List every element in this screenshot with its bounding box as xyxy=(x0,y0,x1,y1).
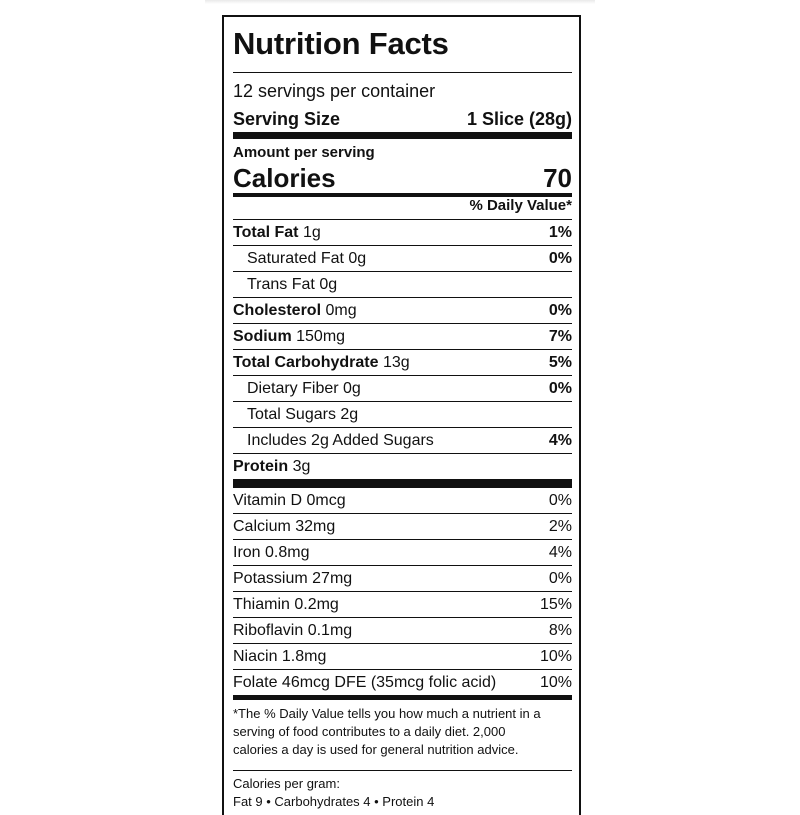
nutrient-name: Sodium xyxy=(233,328,292,345)
vitamin-name: Potassium 27mg xyxy=(233,570,353,587)
nutrient-name: Cholesterol xyxy=(233,302,322,319)
nutrient-name: Trans Fat 0g xyxy=(247,276,338,293)
nutrient-name: Saturated Fat 0g xyxy=(247,250,367,267)
servings-per-container: 12 servings per container xyxy=(233,81,436,101)
calories-label: Calories xyxy=(233,163,336,193)
vitamin-row xyxy=(233,566,572,592)
thick-divider xyxy=(233,479,572,488)
calories-value: 70 xyxy=(543,163,572,193)
vitamin-dv: 8% xyxy=(548,622,572,639)
footnote-line: *The % Daily Value tells you how much a nutrient in a xyxy=(233,706,541,721)
daily-value-footnote xyxy=(233,705,572,759)
vitamin-dv: 4% xyxy=(548,544,572,561)
nutrient-name: Dietary Fiber 0g xyxy=(247,380,361,397)
medium-divider xyxy=(233,695,572,700)
page-top-shadow xyxy=(205,0,595,4)
footnote-line: calories a day is used for general nutrition advice. xyxy=(233,742,519,757)
vitamin-row xyxy=(233,618,572,644)
nutrient-amount: 3g xyxy=(292,458,311,475)
nutrient-amount: 1g xyxy=(302,224,321,241)
nutrient-amount: 150mg xyxy=(296,328,346,345)
label-title: Nutrition Facts xyxy=(233,26,449,61)
footnote-line: serving of food contributes to a daily diet. 2,000 xyxy=(233,724,506,739)
nutrient-row-sodium xyxy=(233,324,572,350)
nutrient-dv: 0% xyxy=(548,250,572,267)
vitamin-row xyxy=(233,592,572,618)
vitamin-dv: 2% xyxy=(548,518,572,535)
nutrient-name: Protein xyxy=(233,458,289,475)
daily-value-header: % Daily Value* xyxy=(469,197,572,214)
vitamin-dv: 10% xyxy=(539,674,572,691)
vitamin-row xyxy=(233,644,572,670)
vitamin-name: Thiamin 0.2mg xyxy=(233,596,339,613)
nutrient-row-dietary-fiber xyxy=(233,376,572,402)
calories-per-gram xyxy=(233,775,572,811)
nutrient-dv: 1% xyxy=(548,224,572,241)
vitamin-dv: 0% xyxy=(548,492,572,509)
serving-size-value: 1 Slice (28g) xyxy=(466,109,572,129)
divider xyxy=(233,770,572,771)
vitamin-row xyxy=(233,670,572,696)
nutrient-row-trans-fat xyxy=(233,272,572,298)
nutrient-row-protein xyxy=(233,454,572,480)
nutrient-row-saturated-fat xyxy=(233,246,572,272)
nutrient-dv: 4% xyxy=(548,432,572,449)
nutrient-dv: 5% xyxy=(548,354,572,371)
nutrient-dv: 0% xyxy=(548,302,572,319)
vitamin-name: Folate 46mcg DFE (35mcg folic acid) xyxy=(233,674,497,691)
calories-per-gram-title: Calories per gram: xyxy=(233,776,340,791)
vitamin-dv: 0% xyxy=(548,570,572,587)
nutrient-row-total-fat xyxy=(233,220,572,246)
nutrient-row-cholesterol xyxy=(233,298,572,324)
vitamin-name: Calcium 32mg xyxy=(233,518,336,535)
nutrient-name: Includes 2g Added Sugars xyxy=(247,432,434,449)
nutrient-name: Total Sugars 2g xyxy=(247,406,359,423)
vitamin-dv: 10% xyxy=(539,648,572,665)
nutrient-name: Total Carbohydrate xyxy=(233,354,379,371)
vitamin-dv: 15% xyxy=(539,596,572,613)
vitamin-row xyxy=(233,488,572,514)
vitamin-name: Iron 0.8mg xyxy=(233,544,310,561)
nutrient-row-total-carbohydrate xyxy=(233,350,572,376)
nutrient-row-total-sugars xyxy=(233,402,572,428)
divider xyxy=(233,72,572,73)
vitamin-row xyxy=(233,540,572,566)
nutrition-facts-panel xyxy=(222,15,581,815)
thick-divider xyxy=(233,132,572,139)
vitamin-row xyxy=(233,514,572,540)
nutrient-row-added-sugars xyxy=(233,428,572,454)
vitamin-name: Riboflavin 0.1mg xyxy=(233,622,353,639)
nutrient-amount: 13g xyxy=(382,354,410,371)
serving-size-label: Serving Size xyxy=(233,109,341,129)
calories-per-gram-values: Fat 9 • Carbohydrates 4 • Protein 4 xyxy=(233,794,435,809)
nutrient-amount: 0mg xyxy=(325,302,357,319)
nutrient-dv: 0% xyxy=(548,380,572,397)
amount-per-serving: Amount per serving xyxy=(233,144,375,161)
vitamin-name: Niacin 1.8mg xyxy=(233,648,327,665)
nutrient-name: Total Fat xyxy=(233,224,299,241)
vitamin-name: Vitamin D 0mcg xyxy=(233,492,346,509)
nutrient-dv: 7% xyxy=(548,328,572,345)
